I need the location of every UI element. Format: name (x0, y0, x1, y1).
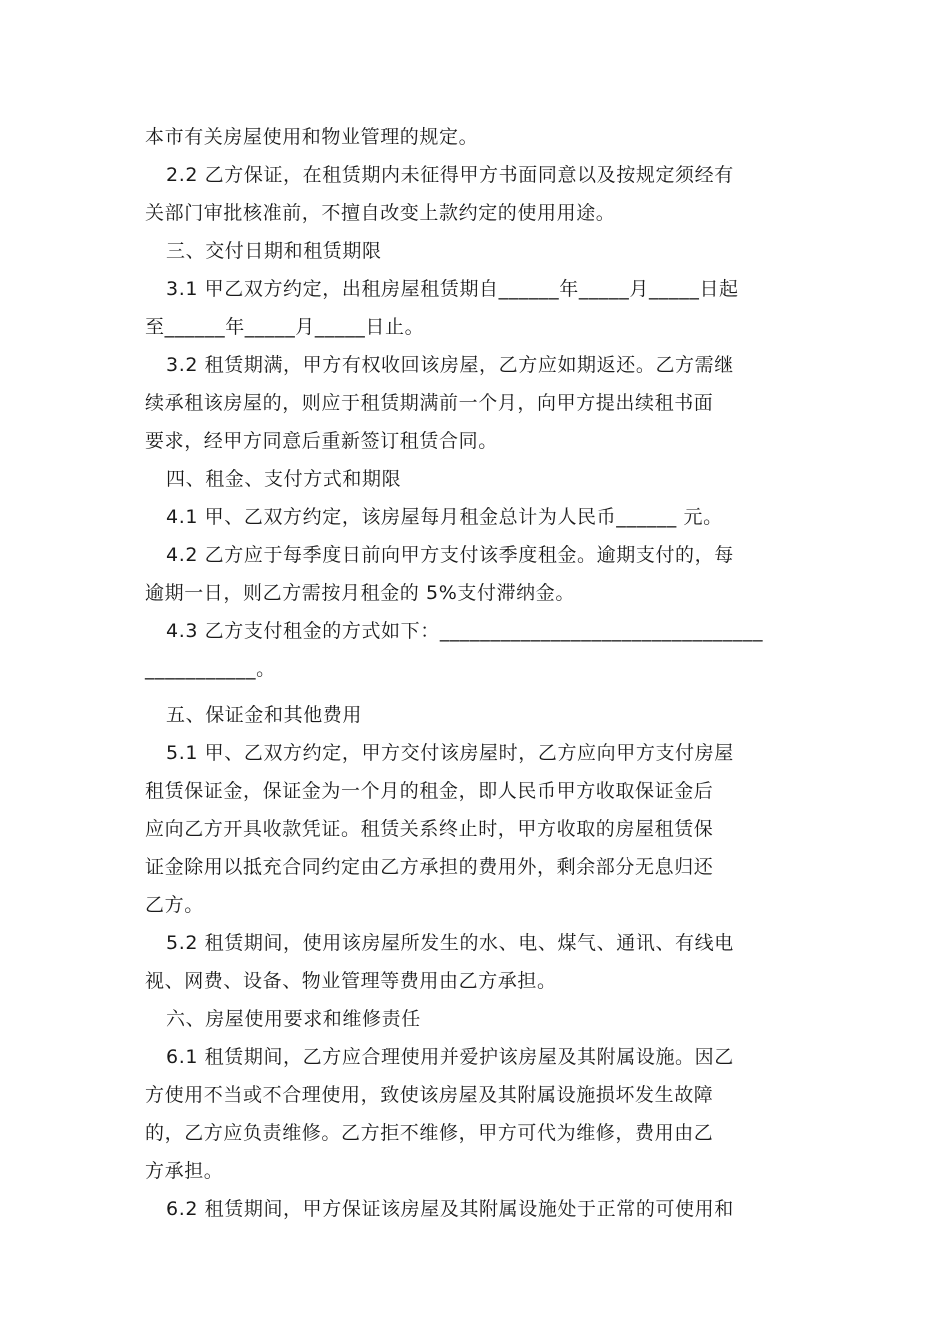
clause-5-2-line-1: 5.2 租赁期间，使用该房屋所发生的水、电、煤气、通讯、有线电 (166, 932, 734, 954)
clause-5-1-line-1: 5.1 甲、乙双方约定，甲方交付该房屋时，乙方应向甲方支付房屋 (166, 742, 734, 764)
section-heading-3: 三、交付日期和租赁期限 (166, 240, 382, 262)
clause-6-1-line-3: 的，乙方应负责维修。乙方拒不维修，甲方可代为维修，费用由乙 (145, 1122, 714, 1144)
clause-2-2-line-2: 关部门审批核准前，不擅自改变上款约定的使用用途。 (145, 202, 616, 224)
clause-3-2-line-2: 续承租该房屋的，则应于租赁期满前一个月，向甲方提出续租书面 (145, 392, 714, 414)
document-body (145, 118, 807, 1228)
clause-6-1-line-2: 方使用不当或不合理使用，致使该房屋及其附属设施损坏发生故障 (145, 1084, 714, 1106)
section-heading-5: 五、保证金和其他费用 (166, 704, 363, 726)
section-heading-4: 四、租金、支付方式和期限 (166, 468, 402, 490)
clause-5-1-line-4: 证金除用以抵充合同约定由乙方承担的费用外，剩余部分无息归还 (145, 856, 714, 878)
clause-5-2-line-2: 视、网费、设备、物业管理等费用由乙方承担。 (145, 970, 557, 992)
clause-2-2-line-1: 2.2 乙方保证，在租赁期内未征得甲方书面同意以及按规定须经有 (166, 164, 734, 186)
clause-6-1-line-1: 6.1 租赁期间，乙方应合理使用并爱护该房屋及其附属设施。因乙 (166, 1046, 734, 1068)
clause-6-2-line-1: 6.2 租赁期间，甲方保证该房屋及其附属设施处于正常的可使用和 (166, 1198, 734, 1220)
clause-4-1-line-1: 4.1 甲、乙双方约定，该房屋每月租金总计为人民币______ 元。 (166, 506, 723, 528)
clause-5-1-line-3: 应向乙方开具收款凭证。租赁关系终止时，甲方收取的房屋租赁保 (145, 818, 714, 840)
clause-5-1-line-5: 乙方。 (145, 894, 204, 916)
clause-5-1-line-2: 租赁保证金，保证金为一个月的租金，即人民币甲方收取保证金后 (145, 780, 714, 802)
clause-4-2-line-2: 逾期一日，则乙方需按月租金的 5%支付滞纳金。 (145, 582, 575, 604)
clause-4-3-line-1: 4.3 乙方支付租金的方式如下：________________________________ (166, 620, 764, 642)
clause-3-2-line-1: 3.2 租赁期满，甲方有权收回该房屋，乙方应如期返还。乙方需继 (166, 354, 734, 376)
section-heading-6: 六、房屋使用要求和维修责任 (166, 1008, 421, 1030)
text-line: 本市有关房屋使用和物业管理的规定。 (145, 126, 479, 148)
clause-3-1-line-2: 至______年_____月_____日止。 (145, 316, 425, 338)
clause-3-2-line-3: 要求，经甲方同意后重新签订租赁合同。 (145, 430, 498, 452)
clause-4-2-line-1: 4.2 乙方应于每季度日前向甲方支付该季度租金。逾期支付的，每 (166, 544, 734, 566)
clause-6-1-line-4: 方承担。 (145, 1160, 224, 1182)
clause-3-1-line-1: 3.1 甲乙双方约定，出租房屋租赁期自______年_____月_____日起 (166, 278, 739, 300)
clause-4-3-line-2: ___________。 (145, 658, 276, 680)
